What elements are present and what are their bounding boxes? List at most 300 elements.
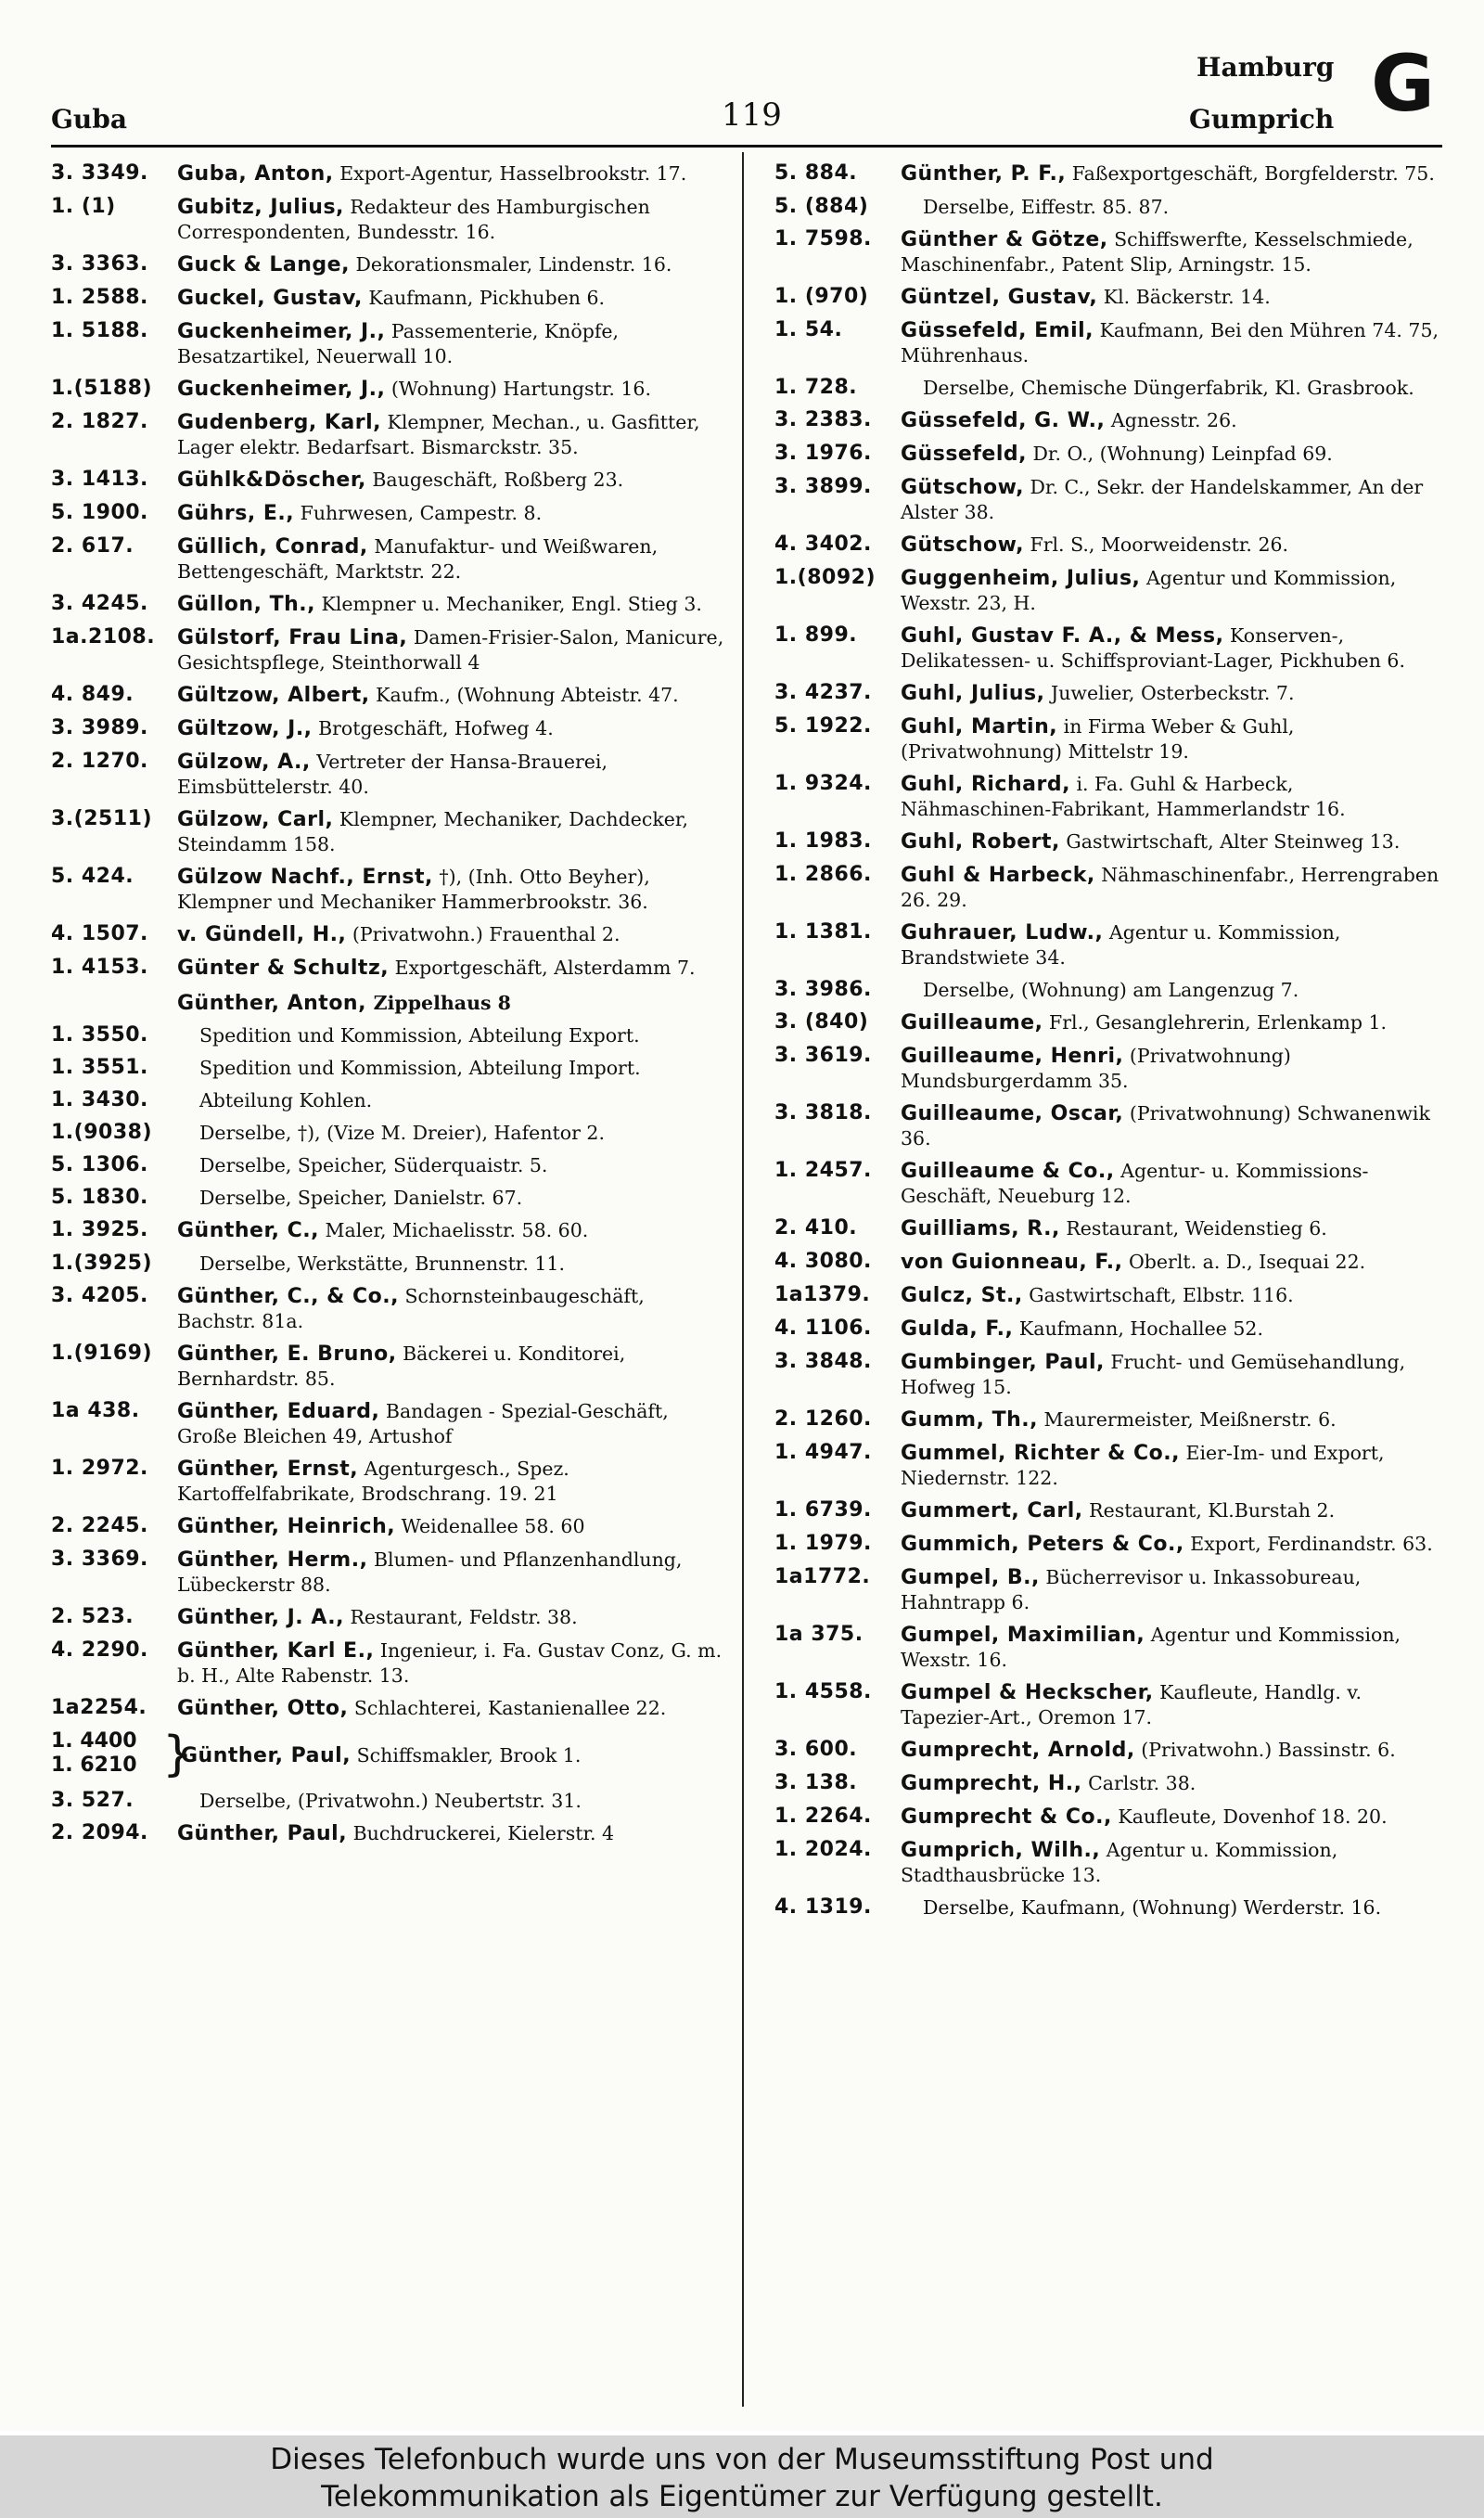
entry-detail: Derselbe, Speicher, Süderquaistr. 5.	[199, 1154, 548, 1176]
entry-name: Gumpel & Heckscher,	[901, 1681, 1154, 1704]
directory-entry	[51, 1605, 724, 1630]
directory-entry	[774, 1159, 1448, 1208]
entry-detail: Kaufleute, Handlg. v. Tapezier-Art., Oremon 17.	[901, 1681, 1362, 1728]
entry-detail: Klempner, Mechan., u. Gasfitter, Lager elektr. Bedarfsart. Bismarckstr. 35.	[177, 411, 700, 458]
entry-detail: Dekorationsmaler, Lindenstr. 16.	[355, 253, 672, 276]
header-letter: G	[1371, 38, 1435, 129]
entry-detail: Derselbe, Chemische Düngerfabrik, Kl. Grasbrook.	[923, 377, 1414, 399]
entry-detail: Bandagen - Spezial-Geschäft, Große Bleichen 49, Artushof	[177, 1400, 669, 1447]
phone-number: 2. 410.	[774, 1216, 858, 1240]
brace-glyph: }	[162, 1727, 194, 1782]
phone-number: 1a.2108.	[51, 625, 156, 649]
entry-detail: Restaurant, Feldstr. 38.	[350, 1606, 578, 1628]
entry-detail: Kl. Bäckerstr. 14.	[1103, 286, 1271, 308]
entry-name: Guba, Anton,	[177, 162, 334, 186]
directory-entry	[51, 1284, 724, 1333]
entry-detail: Spedition und Kommission, Abteilung Export.	[199, 1024, 640, 1047]
phone-number: 1a1772.	[774, 1565, 871, 1588]
phone-number: 4. 849.	[51, 683, 134, 706]
phone-number: 1. (970)	[774, 285, 869, 308]
entry-name: Guilliams, R.,	[901, 1217, 1060, 1240]
entry-detail: Bäckerei u. Konditorei, Bernhardstr. 85.	[177, 1343, 626, 1390]
footer-line-2: Telekommunikation als Eigentümer zur Verfügung gestellt.	[321, 2480, 1163, 2513]
entry-name: Günther, C., & Co.,	[177, 1285, 399, 1308]
entry-detail: Restaurant, Weidenstieg 6.	[1066, 1217, 1327, 1240]
directory-entry	[51, 1638, 724, 1688]
entry-name: Guckenheimer, J.,	[177, 378, 386, 401]
entry-name: Güssefeld, G. W.,	[901, 409, 1106, 432]
entry-name: Güllich, Conrad,	[177, 535, 368, 559]
phone-number: 2. 2245.	[51, 1514, 148, 1537]
entry-detail: Brotgeschäft, Hofweg 4.	[318, 717, 554, 739]
entry-detail: Gastwirtschaft, Alter Steinweg 13.	[1066, 830, 1401, 853]
directory-entry	[51, 716, 724, 741]
directory-entry	[774, 1532, 1448, 1557]
entry-detail: Derselbe, Speicher, Danielstr. 67.	[199, 1187, 523, 1209]
entry-detail: Nähmaschinenfabr., Herrengraben 26. 29.	[901, 864, 1439, 911]
entry-name: Gülstorf, Frau Lina,	[177, 626, 408, 649]
entry-detail: Carlstr. 38.	[1088, 1772, 1196, 1794]
phone-number: 1a 438.	[51, 1399, 140, 1422]
entry-name: Güllon, Th.,	[177, 593, 315, 616]
entry-name: Guhrauer, Ludw.,	[901, 921, 1104, 944]
entry-detail: (Privatwohnung) Schwanenwik 36.	[901, 1102, 1430, 1150]
entry-name: Günther, Anton,	[177, 992, 366, 1015]
entry-detail: Zippelhaus 8	[373, 992, 511, 1014]
entry-detail: Baugeschäft, Roßberg 23.	[372, 469, 624, 491]
entry-detail: Ingenieur, i. Fa. Gustav Conz, G. m. b. H., Alte Rabenstr. 13.	[177, 1639, 723, 1687]
phone-number: 2. 617.	[51, 534, 134, 558]
directory-entry	[774, 1101, 1448, 1150]
phone-number: 4. 3402.	[774, 533, 872, 556]
directory-entry	[51, 195, 724, 244]
phone-number: 3. 1413.	[51, 468, 148, 491]
directory-entry	[774, 623, 1448, 673]
phone-number: 2. 2094.	[51, 1821, 148, 1844]
entry-detail: Frl., Gesanglehrerin, Erlenkamp 1.	[1049, 1011, 1388, 1034]
directory-entry	[51, 625, 724, 674]
phone-number: 2. 1260.	[774, 1407, 872, 1431]
directory-entry	[774, 1680, 1448, 1729]
entry-detail: Kaufleute, Dovenhof 18. 20.	[1118, 1805, 1388, 1828]
phone-number: 1. 2264.	[774, 1805, 872, 1828]
directory-entry	[774, 442, 1448, 467]
directory-entry	[51, 1457, 724, 1506]
entry-name: Güntzel, Gustav,	[901, 286, 1098, 309]
entry-detail: Klempner, Mechaniker, Dachdecker, Steindamm 158.	[177, 808, 688, 855]
entry-detail: Juwelier, Osterbeckstr. 7.	[1051, 682, 1295, 704]
directory-entry	[51, 468, 724, 493]
phone-number: 3. 3619.	[774, 1044, 872, 1067]
directory-entry	[51, 1252, 724, 1276]
phone-number: 1. 3925.	[51, 1218, 148, 1241]
entry-name: Gumpel, B.,	[901, 1566, 1040, 1589]
entry-name: Günter & Schultz,	[177, 957, 390, 980]
phone-number: 1.(9038)	[51, 1121, 153, 1144]
directory-entry	[774, 1623, 1448, 1672]
entry-detail: Fuhrwesen, Campestr. 8.	[300, 502, 543, 524]
entry-name: Gütschow,	[901, 476, 1024, 499]
directory-entry	[51, 1399, 724, 1448]
phone-number: 5. 1306.	[51, 1153, 148, 1176]
entry-detail: Derselbe, †), (Vize M. Dreier), Hafentor 2.	[199, 1122, 605, 1144]
footer-banner	[0, 2435, 1484, 2518]
entry-name: Guilleaume, Oscar,	[901, 1102, 1124, 1125]
entry-name: Günther, E. Bruno,	[177, 1343, 397, 1366]
phone-number: 3. 4237.	[774, 681, 872, 704]
entry-detail: Agnesstr. 26.	[1110, 409, 1237, 431]
phone-number: 4. 1507.	[51, 922, 148, 945]
phone-number: 1a1379.	[774, 1283, 871, 1306]
phone-number: 3. 600.	[774, 1738, 858, 1761]
phone-number: 3. 3989.	[51, 716, 148, 739]
phone-number: 3. 4245.	[51, 592, 148, 615]
phone-number: 3. 1976.	[774, 442, 872, 465]
entry-detail: Agenturgesch., Spez. Kartoffelfabrikate, Brodschrang. 19. 21	[177, 1458, 569, 1505]
entry-name: von Guionneau, F.,	[901, 1251, 1123, 1274]
entry-detail: Agentur- u. Kommissions-Geschäft, Neueburg 12.	[901, 1160, 1369, 1207]
entry-detail: Redakteur des Hamburgischen Correspondenten, Bundesstr. 16.	[177, 196, 650, 243]
entry-name: Gummert, Carl,	[901, 1499, 1083, 1522]
entry-name: Günther, Herm.,	[177, 1548, 368, 1572]
entry-name: Güssefeld,	[901, 443, 1027, 466]
phone-number: 3. 3986.	[774, 978, 872, 1001]
phone-number: 5. 884.	[774, 161, 858, 185]
entry-name: Günther & Götze,	[901, 228, 1108, 251]
directory-entry	[774, 195, 1448, 219]
phone-number: 3. (840)	[774, 1010, 869, 1034]
entry-name: Guck & Lange,	[177, 253, 350, 276]
phone-number: 1. 4153.	[51, 956, 148, 979]
directory-entry	[51, 501, 724, 526]
entry-name: Günther, Ernst,	[177, 1458, 359, 1481]
entry-name: Gumpel, Maximilian,	[901, 1624, 1145, 1647]
directory-entry	[774, 1350, 1448, 1399]
phone-number: 1a 375.	[774, 1623, 864, 1646]
directory-entry	[774, 1010, 1448, 1035]
directory-entry	[774, 1565, 1448, 1614]
phone-number: 2. 523.	[51, 1605, 134, 1628]
directory-entry	[51, 683, 724, 708]
entry-name: Gütschow,	[901, 533, 1024, 557]
directory-entry	[774, 1838, 1448, 1887]
phone-number: 3. 4205.	[51, 1284, 148, 1307]
directory-entry	[51, 750, 724, 799]
entry-name: Guilleaume, Henri,	[901, 1045, 1124, 1068]
entry-name: Gummel, Richter & Co.,	[901, 1442, 1180, 1465]
entry-detail: Kaufmann, Pickhuben 6.	[368, 287, 606, 309]
entry-name: Gülzow Nachf., Ernst,	[177, 866, 433, 889]
directory-entry	[774, 161, 1448, 186]
entry-detail: Bücherrevisor u. Inkassobureau, Hahntrapp 6.	[901, 1566, 1362, 1613]
entry-name: Günther, Karl E.,	[177, 1639, 375, 1663]
entry-name: Gumprecht & Co.,	[901, 1805, 1112, 1829]
entry-detail: Schiffsmakler, Brook 1.	[356, 1744, 582, 1766]
directory-entry	[774, 285, 1448, 310]
directory-entry	[51, 956, 724, 981]
entry-name: Gührs, E.,	[177, 502, 295, 525]
footer-line-1: Dieses Telefonbuch wurde uns von der Museumsstiftung Post und	[270, 2443, 1214, 2476]
directory-entry	[51, 922, 724, 947]
entry-detail: Export, Ferdinandstr. 63.	[1190, 1533, 1433, 1555]
directory-entry	[51, 1514, 724, 1539]
phone-number: 4. 1106.	[774, 1317, 872, 1340]
phone-number: 3. 3349.	[51, 161, 148, 185]
phone-number: 3. 138.	[774, 1771, 858, 1794]
entry-name: Gubitz, Julius,	[177, 196, 344, 219]
page-number: 119	[722, 96, 782, 134]
phone-number: 1. 899.	[774, 623, 858, 647]
entry-detail: Eier-Im- und Export, Niedernstr. 122.	[901, 1442, 1385, 1489]
phone-number: 1. 3551.	[51, 1056, 148, 1079]
directory-entry	[774, 566, 1448, 615]
phone-number: 1. 1979.	[774, 1532, 872, 1555]
entry-name: Gumbinger, Paul,	[901, 1351, 1105, 1374]
phone-number: 5. 424.	[51, 865, 134, 888]
entry-name: Gültzow, Albert,	[177, 684, 370, 707]
phone-number: 1. 2457.	[774, 1159, 872, 1182]
entry-detail: Agentur u. Kommission, Stadthausbrücke 13.	[901, 1839, 1338, 1886]
phone-number: 1.(5188)	[51, 377, 153, 400]
entry-detail: Oberlt. a. D., Isequai 22.	[1128, 1251, 1366, 1273]
directory-entry	[774, 829, 1448, 854]
directory-entry	[774, 1283, 1448, 1308]
entry-detail: Derselbe, (Wohnung) am Langenzug 7.	[923, 979, 1299, 1001]
entry-detail: Derselbe, Werkstätte, Brunnenstr. 11.	[199, 1253, 565, 1275]
phone-number: 3. 3899.	[774, 475, 872, 498]
entry-name: Guhl, Gustav F. A., & Mess,	[901, 624, 1224, 648]
directory-entry	[51, 1186, 724, 1210]
phone-number: 3. 3848.	[774, 1350, 872, 1373]
directory-entry	[774, 533, 1448, 558]
directory-entry	[51, 807, 724, 856]
entry-detail: Vertreter der Hansa-Brauerei, Eimsbüttelerstr. 40.	[177, 751, 608, 798]
phone-number: 1. 4947.	[774, 1441, 872, 1464]
entry-name: Gumprecht, Arnold,	[901, 1739, 1135, 1762]
phone-number: 1. 2866.	[774, 863, 872, 886]
directory-entry	[774, 475, 1448, 524]
directory-entry	[774, 408, 1448, 433]
entry-detail: Dr. O., (Wohnung) Leinpfad 69.	[1032, 443, 1333, 465]
entry-detail: (Privatwohnung) Mundsburgerdamm 35.	[901, 1045, 1291, 1092]
entry-detail: in Firma Weber & Guhl, (Privatwohnung) Mittelstr 19.	[901, 715, 1295, 763]
entry-name: Guggenheim, Julius,	[901, 567, 1141, 590]
directory-entry	[774, 1250, 1448, 1275]
entry-name: Guhl, Julius,	[901, 682, 1045, 705]
entry-detail: Schornsteinbaugeschäft, Bachstr. 81a.	[177, 1285, 645, 1332]
phone-number: 5. (884)	[774, 195, 869, 218]
entry-detail: (Privatwohn.) Bassinstr. 6.	[1141, 1739, 1396, 1761]
entry-detail: Passementerie, Knöpfe, Besatzartikel, Neuerwall 10.	[177, 320, 620, 367]
entry-name: Gülzow, A.,	[177, 751, 311, 774]
phone-number: 1.(3925)	[51, 1252, 153, 1275]
entry-name: Gummich, Peters & Co.,	[901, 1533, 1184, 1556]
phone-numbers	[51, 1729, 137, 1778]
entry-name: Günther, Paul,	[181, 1744, 352, 1767]
directory-entry	[51, 1729, 724, 1783]
entry-name: Güssefeld, Emil,	[901, 319, 1094, 342]
entry-detail: Spedition und Kommission, Abteilung Import.	[199, 1057, 641, 1079]
phone-number: 1a2254.	[51, 1696, 147, 1719]
phone-number: 3. 3369.	[51, 1548, 148, 1571]
phone-number: 3. 527.	[51, 1789, 134, 1812]
entry-detail: Weidenallee 58. 60	[401, 1515, 585, 1537]
entry-detail: Abteilung Kohlen.	[199, 1089, 373, 1111]
entry-detail: Agentur und Kommission, Wexstr. 16.	[901, 1624, 1401, 1671]
entry-name: Guckenheimer, J.,	[177, 320, 386, 343]
directory-entry	[51, 1153, 724, 1177]
entry-name: Guhl & Harbeck,	[901, 864, 1095, 887]
entry-name: Günther, Otto,	[177, 1697, 349, 1720]
entry-name: Guhl, Richard,	[901, 773, 1070, 796]
entry-name: Gumm, Th.,	[901, 1408, 1038, 1432]
entry-detail: Kaufmann, Hochallee 52.	[1018, 1317, 1263, 1340]
phone-number: 1. 4400	[51, 1729, 137, 1753]
directory-entry	[774, 920, 1448, 970]
entry-detail: Konserven-, Delikatessen- u. Schiffsproviant-Lager, Pickhuben 6.	[901, 624, 1405, 672]
phone-number: 1. 7598.	[774, 227, 872, 251]
entry-detail: Frl. S., Moorweidenstr. 26.	[1030, 533, 1289, 556]
phone-number: 1. 6210	[51, 1754, 137, 1777]
entry-detail: Derselbe, Eiffestr. 85. 87.	[923, 196, 1170, 218]
column-divider	[742, 152, 744, 2407]
entry-detail: Schlachterei, Kastanienallee 22.	[353, 1697, 667, 1719]
phone-number: 3. 2383.	[774, 408, 872, 431]
entry-detail: Kaufm., (Wohnung Abteistr. 47.	[376, 684, 679, 706]
entry-name: Gumprecht, H.,	[901, 1772, 1082, 1795]
phone-number: 4. 1319.	[774, 1895, 872, 1919]
directory-entry	[774, 1805, 1448, 1830]
entry-name: Günther, Eduard,	[177, 1400, 380, 1423]
entry-detail: Damen-Frisier-Salon, Manicure, Gesichtspflege, Steinthorwall 4	[177, 626, 724, 674]
entry-name: v. Gündell, H.,	[177, 923, 347, 946]
phone-number: 2. 1270.	[51, 750, 148, 773]
directory-entry	[51, 1696, 724, 1721]
phone-number: 1. 6739.	[774, 1498, 872, 1522]
directory-entry	[774, 1044, 1448, 1093]
phone-number: 1. 3430.	[51, 1088, 148, 1111]
directory-entry	[774, 978, 1448, 1002]
entry-detail: Manufaktur- und Weißwaren, Bettengeschäft, Marktstr. 22.	[177, 535, 659, 583]
entry-detail: Derselbe, Kaufmann, (Wohnung) Werderstr. 16.	[923, 1896, 1382, 1919]
phone-number: 1. 2972.	[51, 1457, 148, 1480]
phone-number: 1. 728.	[774, 376, 858, 399]
phone-number: 1. 1381.	[774, 920, 872, 944]
header-city: Hamburg	[1196, 52, 1335, 83]
directory-entry	[774, 1771, 1448, 1796]
directory-entry	[51, 1342, 724, 1391]
left-column	[51, 161, 724, 1855]
phone-number: 3. 3818.	[774, 1101, 872, 1124]
phone-number: 4. 3080.	[774, 1250, 872, 1273]
directory-entry	[51, 1056, 724, 1080]
entry-detail: Restaurant, Kl.Burstah 2.	[1089, 1499, 1336, 1522]
directory-entry	[51, 1821, 724, 1846]
entry-detail: Agentur und Kommission, Wexstr. 23, H.	[901, 567, 1397, 614]
directory-entry	[774, 1895, 1448, 1920]
phone-number: 1. 1983.	[774, 829, 872, 853]
directory-entry	[774, 1738, 1448, 1763]
directory-entry	[774, 772, 1448, 821]
directory-entry	[51, 1023, 724, 1047]
entry-name: Gülzow, Carl,	[177, 808, 334, 831]
directory-entry	[51, 534, 724, 584]
directory-entry	[51, 1088, 724, 1112]
directory-entry	[51, 319, 724, 368]
entry-detail: Schiffswerfte, Kesselschmiede, Maschinenfabr., Patent Slip, Arningstr. 15.	[901, 228, 1414, 276]
phone-number: 2. 1827.	[51, 410, 148, 433]
entry-detail: Buchdruckerei, Kielerstr. 4	[352, 1822, 615, 1844]
directory-entry	[774, 227, 1448, 276]
entry-name: Guhl, Robert,	[901, 830, 1060, 854]
entry-name: Günther, C.,	[177, 1219, 319, 1242]
entry-detail: Kaufmann, Bei den Mühren 74. 75, Mührenhaus.	[901, 319, 1439, 366]
entry-detail: (Wohnung) Hartungstr. 16.	[390, 378, 651, 400]
entry-detail: Faßexportgeschäft, Borgfelderstr. 75.	[1071, 162, 1435, 185]
directory-entry	[774, 318, 1448, 367]
directory-entry	[51, 1121, 724, 1145]
phone-number: 4. 2290.	[51, 1638, 148, 1662]
entry-detail: Maurermeister, Meißnerstr. 6.	[1043, 1408, 1337, 1431]
entry-detail: (Privatwohn.) Frauenthal 2.	[352, 923, 620, 945]
entry-name: Guckel, Gustav,	[177, 287, 363, 310]
phone-number: 5. 1922.	[774, 714, 872, 738]
directory-entry	[51, 286, 724, 311]
entry-name: Gühlk&Döscher,	[177, 469, 366, 492]
entry-detail: †), (Inh. Otto Beyher), Klempner und Mechaniker Hammerbrookstr. 36.	[177, 866, 650, 913]
directory-entry	[774, 681, 1448, 706]
entry-name: Gudenberg, Karl,	[177, 411, 381, 434]
directory-entry	[774, 376, 1448, 400]
entry-name: Gumprich, Wilh.,	[901, 1839, 1101, 1862]
entry-name: Guhl, Martin,	[901, 715, 1058, 739]
right-column	[774, 161, 1448, 1928]
entry-detail: i. Fa. Guhl & Harbeck, Nähmaschinen-Fabrikant, Hammerlandstr 16.	[901, 773, 1346, 820]
entry-detail: Blumen- und Pflanzenhandlung, Lübeckerstr 88.	[177, 1548, 683, 1596]
directory-entry	[774, 863, 1448, 912]
entry-name: Günther, P. F.,	[901, 162, 1067, 186]
phone-number: 1. 2024.	[774, 1838, 872, 1861]
entry-name: Günther, Heinrich,	[177, 1515, 396, 1538]
phone-number: 1. 2588.	[51, 286, 148, 309]
phone-number: 1. 4558.	[774, 1680, 872, 1703]
entry-detail: Gastwirtschaft, Elbstr. 116.	[1029, 1284, 1294, 1306]
entry-name: Gulcz, St.,	[901, 1284, 1023, 1307]
phone-number: 1. (1)	[51, 195, 116, 218]
directory-entry	[774, 1317, 1448, 1342]
phone-number: 1. 9324.	[774, 772, 872, 795]
directory-entry	[51, 410, 724, 459]
directory-entry	[774, 714, 1448, 764]
phone-number: 3. 3363.	[51, 252, 148, 276]
entry-name: Gültzow, J.,	[177, 717, 313, 740]
entry-name: Guilleaume & Co.,	[901, 1160, 1115, 1183]
directory-entry	[774, 1498, 1448, 1523]
directory-entry	[51, 592, 724, 617]
entry-detail: Agentur u. Kommission, Brandstwiete 34.	[901, 921, 1341, 969]
entry-detail: Derselbe, (Privatwohn.) Neubertstr. 31.	[199, 1790, 582, 1812]
directory-entry	[774, 1407, 1448, 1432]
header-left-keyword: Guba	[51, 104, 127, 135]
phone-number: 5. 1830.	[51, 1186, 148, 1209]
entry-detail: Klempner u. Mechaniker, Engl. Stieg 3.	[321, 593, 702, 615]
subhead-entry	[51, 989, 724, 1018]
entry-detail: Dr. C., Sekr. der Handelskammer, An der Alster 38.	[901, 476, 1424, 523]
entry-detail: Frucht- und Gemüsehandlung, Hofweg 15.	[901, 1351, 1406, 1398]
entry-detail: Export-Agentur, Hasselbrookstr. 17.	[339, 162, 687, 185]
header-right-keyword: Gumprich	[1189, 104, 1335, 135]
phone-number: 3.(2511)	[51, 807, 153, 830]
